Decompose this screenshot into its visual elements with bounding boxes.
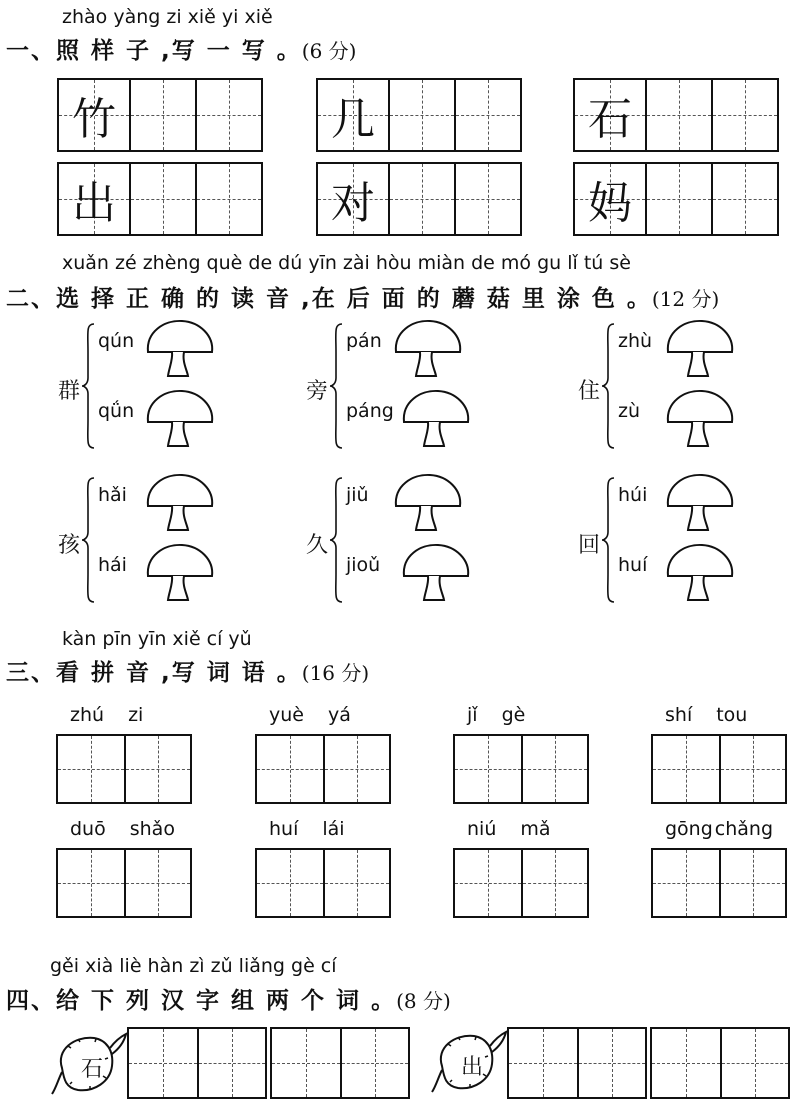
section3-score: (16 分) <box>301 661 370 685</box>
pinyin-option: páng <box>346 400 394 422</box>
word-pinyin <box>269 704 351 726</box>
pinyin-option: pán <box>346 330 382 352</box>
pinyin-option: jioǔ <box>346 554 381 576</box>
syllable: jǐ <box>467 704 478 726</box>
brace-icon <box>82 476 96 608</box>
word-pinyin <box>665 704 747 726</box>
syllable: gè <box>501 704 526 726</box>
word-pinyin <box>269 818 345 840</box>
section1-heading <box>6 32 356 65</box>
pinyin-option: zhù <box>618 330 653 352</box>
syllable: shí <box>665 704 693 726</box>
writing-cell[interactable] <box>454 164 520 234</box>
brace-icon <box>602 476 616 608</box>
pronunciation-group <box>306 322 506 462</box>
word-pinyin <box>467 704 525 726</box>
word-box[interactable] <box>651 734 787 804</box>
pronunciation-group <box>306 476 506 616</box>
pinyin-option: huí <box>618 554 648 576</box>
section2-title: 选 择 正 确 的 读 音 ,在 后 面 的 蘑 菇 里 涂 色 。 <box>56 286 652 312</box>
pronunciation-group <box>58 476 258 616</box>
mushroom-icon <box>662 542 736 604</box>
copy-grid-1 <box>57 78 263 152</box>
word-box[interactable] <box>255 734 391 804</box>
section3-number: 三、 <box>6 660 56 686</box>
section1-number: 一、 <box>6 38 56 64</box>
model-char: 几 <box>331 94 375 145</box>
syllable: yá <box>327 704 351 726</box>
copy-grid-2 <box>316 78 522 152</box>
section3-heading <box>6 654 369 687</box>
mushroom-answer[interactable] <box>662 388 736 454</box>
section3-title: 看 拼 音 ,写 词 语 。 <box>56 660 302 686</box>
mushroom-answer[interactable] <box>142 318 216 384</box>
word-box[interactable] <box>650 1027 790 1099</box>
pronunciation-group <box>578 322 778 462</box>
syllable: tou <box>716 704 748 726</box>
section1-pinyin: zhào yàng zi xiě yi xiě <box>62 6 273 28</box>
brace-icon <box>82 322 96 454</box>
writing-cell[interactable] <box>711 164 777 234</box>
section4-pinyin: gěi xià liè hàn zì zǔ liǎng gè cí <box>50 955 337 977</box>
leaf-char-1 <box>48 1028 128 1098</box>
syllable: zhú <box>70 704 105 726</box>
syllable: yuè <box>269 704 304 726</box>
section4-score: (8 分) <box>396 989 451 1013</box>
copy-grid-3 <box>573 78 779 152</box>
writing-cell[interactable] <box>388 164 454 234</box>
target-char: 群 <box>58 379 81 404</box>
mushroom-answer[interactable] <box>662 542 736 608</box>
model-char: 出 <box>72 178 116 229</box>
mushroom-icon <box>142 542 216 604</box>
target-char: 久 <box>306 533 329 558</box>
syllable: chǎng <box>714 818 774 840</box>
syllable: mǎ <box>520 818 551 840</box>
writing-cell[interactable] <box>711 80 777 150</box>
syllable: niú <box>467 818 497 840</box>
brace-icon <box>602 322 616 454</box>
syllable: duō <box>70 818 106 840</box>
pinyin-option: húi <box>618 484 648 506</box>
pinyin-option: zù <box>618 400 641 422</box>
pronunciation-group <box>578 476 778 616</box>
word-box[interactable] <box>453 734 589 804</box>
mushroom-answer[interactable] <box>398 542 472 608</box>
target-char: 孩 <box>58 533 81 558</box>
mushroom-icon <box>662 472 736 534</box>
pronunciation-group <box>58 322 258 462</box>
syllable: zi <box>128 704 144 726</box>
writing-cell[interactable] <box>129 80 195 150</box>
mushroom-answer[interactable] <box>662 318 736 384</box>
section3-pinyin: kàn pīn yīn xiě cí yǔ <box>62 628 252 650</box>
word-box[interactable] <box>56 848 192 918</box>
pinyin-option: qǘn <box>98 400 135 422</box>
word-pinyin <box>665 818 773 840</box>
word-box[interactable] <box>255 848 391 918</box>
pinyin-option: hǎi <box>98 484 127 506</box>
mushroom-answer[interactable] <box>398 388 472 454</box>
syllable: shǎo <box>129 818 175 840</box>
target-char: 旁 <box>306 379 329 404</box>
mushroom-icon <box>142 388 216 450</box>
writing-cell[interactable] <box>645 164 711 234</box>
mushroom-answer[interactable] <box>390 472 464 538</box>
writing-cell[interactable] <box>195 164 261 234</box>
word-box[interactable] <box>453 848 589 918</box>
word-box[interactable] <box>651 848 787 918</box>
word-pinyin <box>70 818 175 840</box>
model-char: 石 <box>588 94 632 145</box>
section4-title: 给 下 列 汉 字 组 两 个 词 。 <box>56 988 397 1014</box>
section4-heading <box>6 982 451 1015</box>
mushroom-answer[interactable] <box>390 318 464 384</box>
mushroom-answer[interactable] <box>142 472 216 538</box>
section2-pinyin: xuǎn zé zhèng què de dú yīn zài hòu miàn de mó gu lǐ tú sè <box>62 252 631 274</box>
target-char: 回 <box>578 533 601 558</box>
mushroom-icon <box>390 472 464 534</box>
writing-cell[interactable] <box>195 80 261 150</box>
leaf-char: 石 <box>80 1056 103 1082</box>
copy-grid-5 <box>316 162 522 236</box>
leaf-char-2 <box>428 1026 508 1096</box>
mushroom-answer[interactable] <box>662 472 736 538</box>
model-char: 对 <box>331 178 375 229</box>
mushroom-icon <box>390 318 464 380</box>
word-pinyin <box>467 818 551 840</box>
writing-cell[interactable] <box>388 80 454 150</box>
mushroom-answer[interactable] <box>142 542 216 608</box>
mushroom-answer[interactable] <box>142 388 216 454</box>
section1-score: (6 分) <box>301 39 357 63</box>
word-box[interactable] <box>56 734 192 804</box>
brace-icon <box>330 476 344 608</box>
mushroom-icon <box>142 318 216 380</box>
writing-cell[interactable] <box>645 80 711 150</box>
syllable: huí <box>269 818 299 840</box>
brace-icon <box>330 322 344 454</box>
model-char: 妈 <box>588 178 632 229</box>
word-box[interactable] <box>270 1027 410 1099</box>
model-char: 竹 <box>72 94 116 145</box>
mushroom-icon <box>398 542 472 604</box>
word-box[interactable] <box>127 1027 267 1099</box>
section2-score: (12 分) <box>651 287 720 311</box>
section2-number: 二、 <box>6 286 56 312</box>
mushroom-icon <box>398 388 472 450</box>
mushroom-icon <box>662 318 736 380</box>
section4-number: 四、 <box>6 988 56 1014</box>
syllable: lái <box>322 818 345 840</box>
copy-grid-6 <box>573 162 779 236</box>
leaf-char: 出 <box>460 1054 483 1080</box>
pinyin-option: jiǔ <box>346 484 369 506</box>
copy-grid-4 <box>57 162 263 236</box>
section2-heading <box>6 280 719 313</box>
writing-cell[interactable] <box>454 80 520 150</box>
syllable: gōng <box>665 818 713 840</box>
target-char: 住 <box>578 379 601 404</box>
section1-title: 照 样 子 ,写 一 写 。 <box>56 38 302 64</box>
writing-cell[interactable] <box>129 164 195 234</box>
mushroom-icon <box>142 472 216 534</box>
mushroom-icon <box>662 388 736 450</box>
word-box[interactable] <box>507 1027 647 1099</box>
word-pinyin <box>70 704 143 726</box>
pinyin-option: hái <box>98 554 127 576</box>
pinyin-option: qún <box>98 330 135 352</box>
